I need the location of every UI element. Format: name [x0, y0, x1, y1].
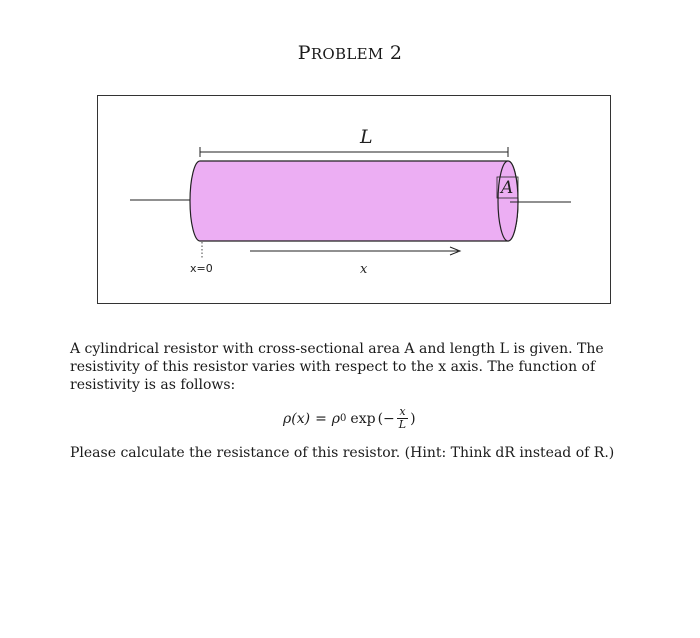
problem-question: Please calculate the resistance of this resistor. (Hint: Think dR instead of R.) — [70, 445, 615, 461]
equation-equals: = — [315, 410, 327, 427]
equation-lhs: ρ(x) — [283, 410, 311, 427]
fraction-numerator: x — [399, 405, 406, 418]
equation-close: ) — [410, 410, 416, 427]
origin-label: x=0 — [190, 262, 213, 275]
length-label: L — [360, 126, 373, 148]
title-initial: P — [297, 42, 311, 64]
problem-description: A cylindrical resistor with cross-sectional area A and length L is given. The resistivity of this resistor varies with respect to the x axis. The function of resistivity is as follows: — [70, 341, 604, 393]
equation-exp: exp — [350, 410, 376, 427]
problem-title — [0, 42, 700, 64]
cylinder-end-face — [498, 161, 518, 241]
x-axis-label: x — [360, 262, 368, 277]
resistivity-equation — [283, 406, 416, 431]
figure-frame — [97, 95, 611, 304]
area-label: A — [501, 178, 514, 198]
equation-fraction — [397, 406, 408, 431]
equation-rho: ρ — [331, 410, 341, 427]
equation-open: (− — [377, 410, 395, 427]
equation-rho-sub: 0 — [340, 413, 347, 424]
resistor-diagram — [98, 96, 612, 305]
fraction-denominator: L — [398, 418, 407, 431]
title-number: 2 — [389, 42, 403, 64]
title-rest: ROBLEM — [310, 45, 384, 63]
cylinder-body — [190, 161, 518, 241]
